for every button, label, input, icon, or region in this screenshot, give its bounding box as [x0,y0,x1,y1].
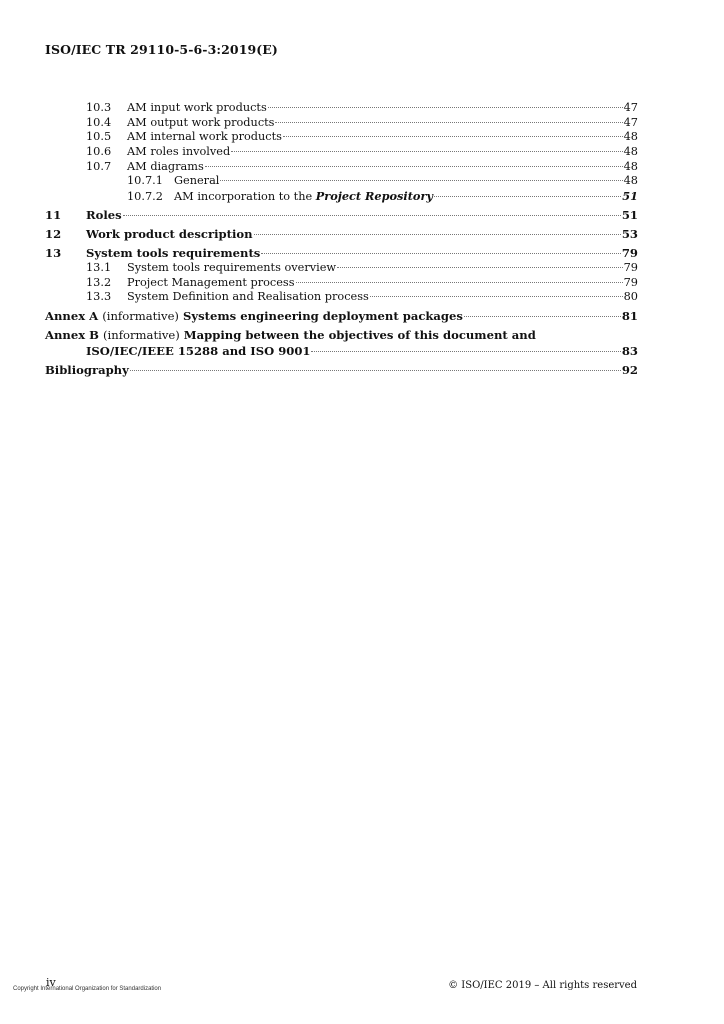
toc-leader [130,370,621,371]
toc-entry-annex-a[interactable] [45,308,638,324]
toc-page: 80 [623,290,638,304]
toc-title: AM roles involved [127,145,231,159]
toc-entry-10-7[interactable] [45,160,638,175]
toc-leader [205,166,623,167]
toc-entry-13-2[interactable] [45,276,638,291]
toc-title: Work product description [86,226,253,241]
toc-number: 10.5 [86,130,112,144]
toc-title: Roles [86,207,122,222]
toc-page: 48 [623,159,638,173]
toc-entry-13-3[interactable] [45,290,638,305]
toc-leader [370,296,623,297]
toc-title: AM internal work products [127,130,282,144]
toc-number: 10.6 [86,145,112,159]
copyright-footer: © ISO/IEC 2019 – All rights reserved [448,980,637,991]
toc-title: System Definition and Realisation process [127,290,369,304]
toc-leader [220,180,622,181]
toc-leader [268,107,623,108]
toc-entry-10-7-2[interactable] [45,189,638,204]
toc-number: 10.7 [86,159,112,173]
toc-page: 92 [621,362,638,377]
toc-number: 13.2 [86,275,112,289]
toc-leader [231,151,622,152]
toc-page: 79 [621,245,638,260]
toc-title: AM input work products [127,101,267,114]
toc-entry-12[interactable] [45,226,638,242]
toc-title: System tools requirements [86,245,261,260]
toc-number: 13.3 [86,290,112,304]
toc-page: 79 [623,275,638,289]
toc-leader [254,234,621,235]
toc-page: 83 [621,343,638,358]
annex-kind: (informative) [102,308,179,323]
toc-title: AM output work products [127,115,275,129]
toc-entry-annex-b[interactable] [45,327,638,359]
toc-entry-10-7-1[interactable] [45,174,638,189]
toc-title: General [174,174,220,188]
toc-leader [464,316,621,317]
toc-leader [261,253,621,254]
toc-number: 13 [45,245,62,260]
annex-b-first-line [45,327,638,343]
toc-title-prefix: AM incorporation to the [174,190,316,204]
annex-b-second-line [45,343,638,359]
toc-number: 10.3 [86,101,112,114]
copyright-notice-small: Copyright International Organization for Standardization [13,986,162,992]
page-number: iv [46,976,56,989]
toc-page: 47 [623,115,638,129]
toc-page: 48 [623,174,638,188]
toc-number: 10.7.2 [127,190,163,204]
toc-leader [337,267,623,268]
toc-entry-bibliography[interactable] [45,362,638,378]
toc-title [45,308,463,324]
toc-title: Project Management process [127,275,295,289]
toc-title: System tools requirements overview [127,260,337,274]
toc-number: 12 [45,226,62,241]
annex-label: Annex B [45,327,99,342]
toc-entry-10-4[interactable] [45,116,638,131]
toc-number: 10.7.1 [127,174,163,188]
toc-entry-11[interactable] [45,207,638,223]
toc-entry-10-3[interactable] [45,101,638,116]
annex-kind: (informative) [103,327,180,342]
toc-entry-10-5[interactable] [45,130,638,145]
toc-entry-13[interactable] [45,245,638,261]
annex-label: Annex A [45,308,99,323]
toc-title: Bibliography [45,362,129,377]
annex-title: Systems engineering deployment packages [183,308,463,323]
toc-entry-13-1[interactable] [45,261,638,276]
toc-number: 11 [45,207,62,222]
toc-leader [296,282,623,283]
document-header: ISO/IEC TR 29110-5-6-3:2019(E) [45,42,278,57]
toc-page: 51 [622,189,638,204]
toc-title-emphasis: Project Repository [315,189,433,204]
toc-page: 53 [621,226,638,241]
toc-leader [123,215,621,216]
annex-title-line1: Mapping between the objectives of this document and [183,327,536,342]
toc-number: 10.4 [86,115,112,129]
table-of-contents [45,101,638,378]
annex-title-line2: ISO/IEC/IEEE 15288 and ISO 9001 [86,343,311,358]
toc-number: 13.1 [86,260,112,274]
toc-page: 51 [621,207,638,222]
toc-title: AM diagrams [127,159,204,173]
toc-leader [283,136,623,137]
toc-leader [275,122,622,123]
toc-leader [434,196,621,197]
toc-leader [311,351,620,352]
toc-page: 81 [621,308,638,323]
toc-page: 47 [623,101,638,114]
toc-entry-10-6[interactable] [45,145,638,160]
toc-page: 48 [623,130,638,144]
toc-page: 79 [623,260,638,274]
toc-title [174,189,433,205]
toc-page: 48 [623,145,638,159]
